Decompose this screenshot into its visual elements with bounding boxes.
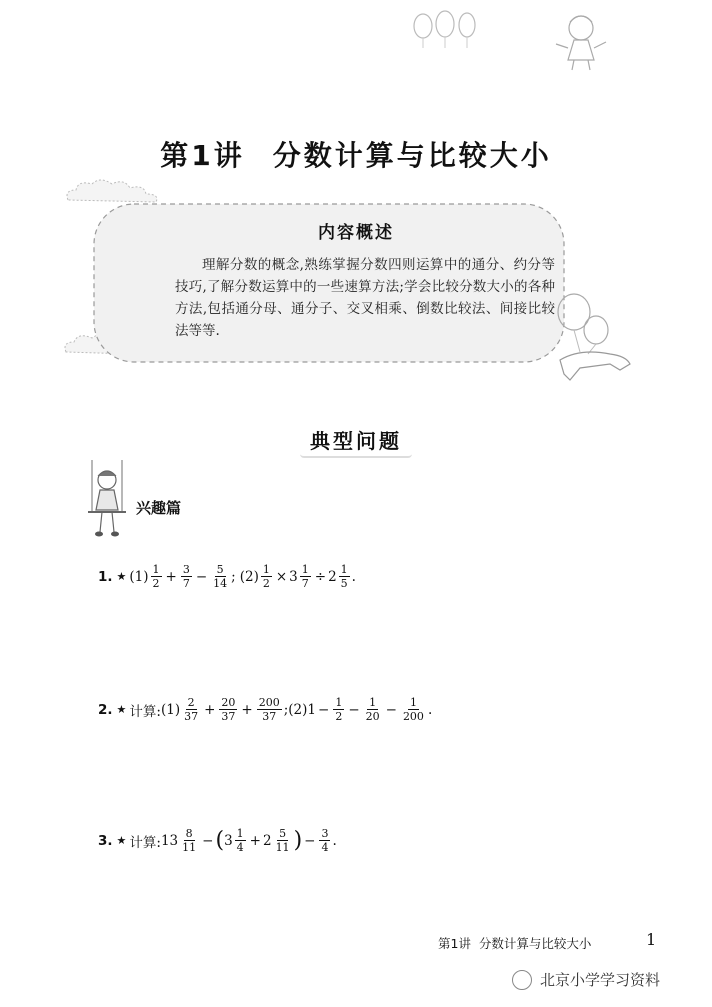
operator: − (195, 568, 208, 585)
fraction: $\frac{1}{2}$ (152, 563, 160, 590)
period: . (351, 568, 356, 585)
separator: ; (283, 701, 289, 718)
fraction: $\frac{1}{7}$ (301, 563, 309, 590)
problem-number: 1. (98, 568, 113, 585)
fraction: $\frac{8}{11}$ (182, 827, 197, 854)
summary-heading: 内容概述 (318, 223, 394, 243)
section-heading-text: 典型问题 (300, 423, 412, 458)
lesson-title (0, 134, 712, 174)
fraction: $\frac{1}{20}$ (365, 696, 380, 723)
wechat-icon (512, 970, 532, 990)
fraction: $\frac{1}{2}$ (262, 563, 270, 590)
problem-2 (98, 696, 432, 723)
girl-on-swing-illustration (78, 458, 136, 540)
part-label: (1) (160, 701, 181, 718)
fraction: $\frac{5}{14}$ (213, 563, 228, 590)
operator: − (348, 701, 360, 718)
fraction: $\frac{3}{7}$ (182, 563, 190, 590)
right-paren: ) (293, 827, 303, 853)
part-label: (1) (129, 568, 149, 585)
watermark-text: 北京小学学习资料 (540, 971, 661, 989)
star-icon: ★ (116, 570, 127, 583)
left-paren: ( (215, 827, 225, 853)
whole-number: 13 (160, 832, 179, 849)
summary-body: 理解分数的概念,熟练掌握分数四则运算中的通分、约分等技巧,了解分数运算中的一些速算方法;学会比较分数大小的各种方法,包括通分母、通分子、交叉相乘、倒数比较法、间接比较法等等. (175, 257, 555, 339)
whole-number: 2 (328, 568, 337, 585)
lesson-topic: 分数计算与比较大小 (272, 139, 552, 172)
fraction: $\frac{2}{37}$ (184, 696, 199, 723)
operator: − (318, 701, 330, 718)
fraction: $\frac{3}{4}$ (321, 827, 329, 854)
fraction: $\frac{1}{200}$ (402, 696, 424, 723)
separator: ; (231, 568, 236, 585)
part-label: (2) (239, 568, 259, 585)
operator: + (241, 701, 253, 718)
operator: + (204, 701, 216, 718)
operator: − (202, 832, 214, 849)
section-heading (0, 423, 712, 458)
running-footer-title: 第1讲 分数计算与比较大小 (438, 936, 592, 951)
operator: + (249, 832, 261, 849)
subsection-heading: 兴趣篇 (136, 499, 182, 517)
balloons-illustration (405, 8, 485, 50)
fraction: $\frac{1}{4}$ (236, 827, 244, 854)
period: . (332, 832, 337, 849)
fraction: $\frac{1}{2}$ (335, 696, 343, 723)
lesson-number: 第1讲 (160, 139, 245, 172)
star-icon: ★ (116, 703, 127, 716)
fraction: $\frac{5}{11}$ (275, 827, 290, 854)
operator: × (275, 568, 288, 585)
fraction: $\frac{200}{37}$ (258, 696, 280, 723)
problem-label: 计算: (129, 703, 161, 720)
problem-number: 3. (98, 832, 113, 849)
fraction: $\frac{20}{37}$ (221, 696, 236, 723)
whole-number: 3 (289, 568, 298, 585)
whole-number: 2 (262, 832, 272, 849)
period: . (427, 701, 433, 718)
operator: ÷ (314, 568, 327, 585)
problem-3 (98, 827, 337, 854)
operator: − (385, 701, 397, 718)
problem-number: 2. (98, 701, 113, 718)
girl-with-balloons-illustration (548, 8, 614, 74)
page-number: 1 (646, 930, 657, 949)
star-icon: ★ (116, 834, 127, 847)
operator: − (304, 832, 316, 849)
problem-1 (98, 563, 356, 590)
fraction: $\frac{1}{5}$ (340, 563, 348, 590)
part-label: (2)1 (288, 701, 316, 718)
operator: + (165, 568, 177, 585)
problem-label: 计算: (129, 834, 161, 851)
watermark (512, 969, 660, 990)
whole-number: 3 (224, 832, 233, 849)
dog-with-balloons-illustration (540, 290, 640, 385)
